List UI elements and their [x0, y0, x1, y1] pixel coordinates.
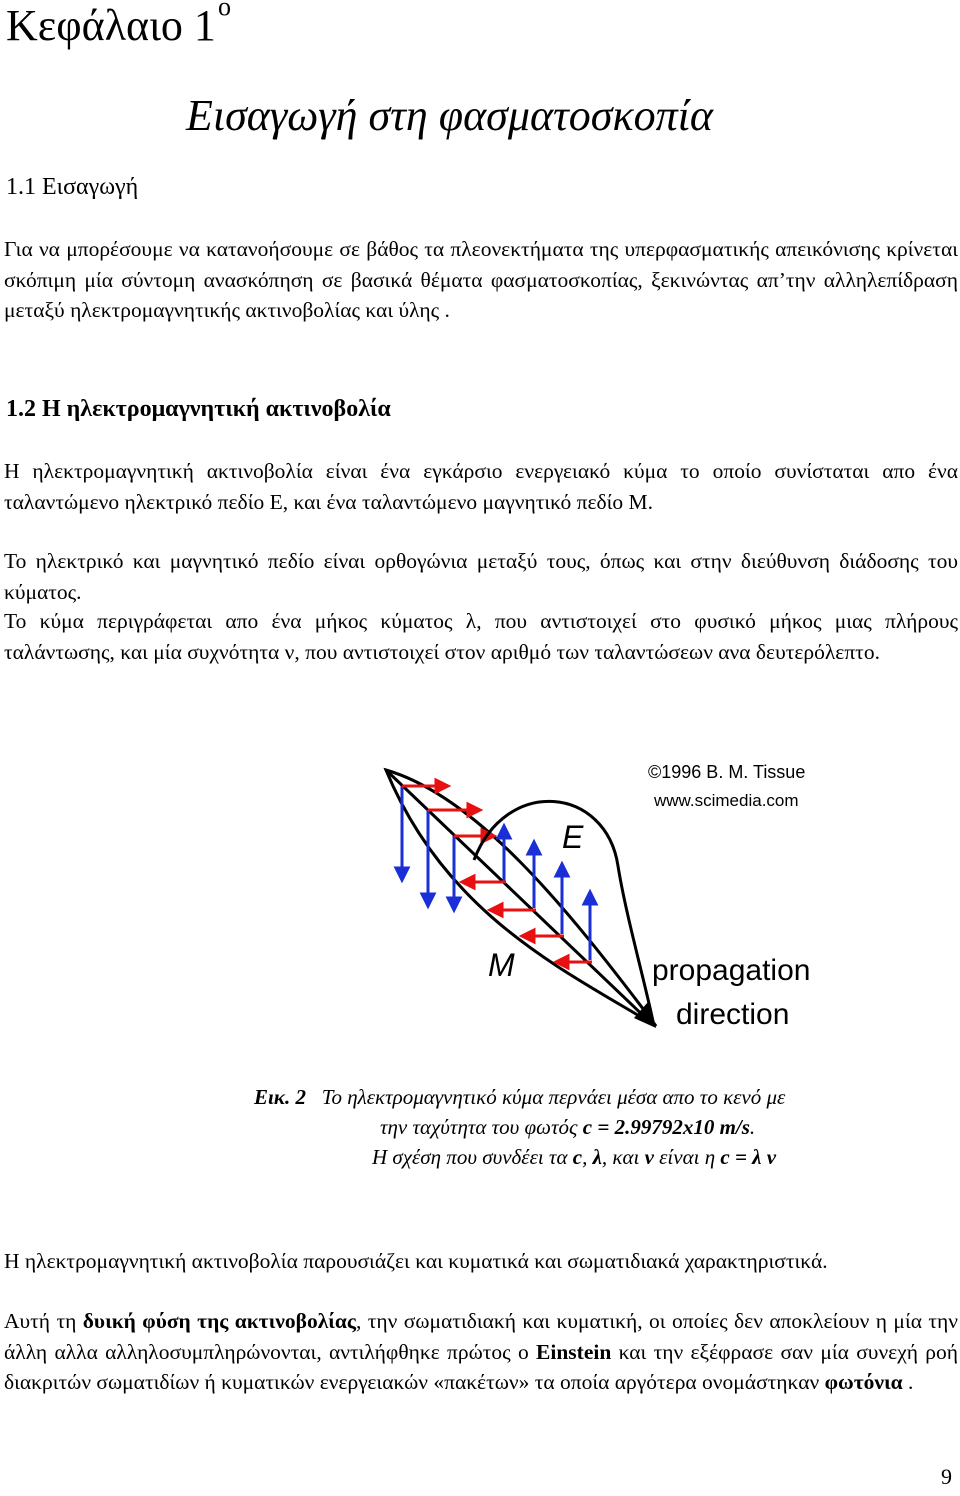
label-m: M — [488, 947, 515, 983]
figure-label: Εικ. 2 — [254, 1085, 306, 1109]
duality-text-a: Αυτή τη — [4, 1309, 83, 1333]
caption-line1-text: Το ηλεκτρομαγνητικό κύμα περνάει μέσα απο το κενό με — [321, 1085, 786, 1109]
em-wave-diagram — [356, 756, 856, 1076]
em-paragraph-2: Το ηλεκτρικό και μαγνητικό πεδίο είναι ορθογώνια μεταξύ τους, όπως και στην διεύθυνση διάδοσης του κύματος. — [4, 549, 958, 604]
symbol-lambda: λ — [592, 1145, 602, 1169]
duality-paragraph-1: Η ηλεκτρομαγνητική ακτινοβολία παρουσιάζει και κυματικά και σωματιδιακά χαρακτηριστικά. — [4, 1249, 828, 1273]
propagation-label-2: direction — [676, 998, 790, 1031]
source-url-text: www.scimedia.com — [654, 791, 799, 810]
symbol-nu: ν — [644, 1145, 654, 1169]
caption-comma-2: , και — [601, 1145, 645, 1169]
einstein-name: Einstein — [536, 1339, 612, 1364]
duality-paragraph-2 — [4, 1306, 958, 1398]
caption-line3-mid: είναι η — [653, 1145, 721, 1169]
chapter-ordinal: ο — [217, 0, 231, 21]
caption-comma-1: , — [582, 1145, 593, 1169]
dual-nature-term: δυική φύση της ακτινοβολίας — [82, 1309, 356, 1333]
copyright-text: ©1996 B. M. Tissue — [648, 762, 806, 782]
em-paragraph-1: Η ηλεκτρομαγνητική ακτινοβολία είναι ένα εγκάρσιο ενεργειακό κύμα το οποίο συνίσταται απο ένα ταλαντώμενο ηλεκτρικό πεδίο Ε, και ένα ταλαντώμενο μαγνητικό πεδίο Μ. — [4, 459, 958, 514]
chapter-label-text: Κεφάλαιο 1 — [6, 1, 216, 50]
caption-line2-pre: την ταχύτητα του φωτός — [380, 1115, 583, 1139]
formula: c = λ ν — [720, 1145, 777, 1169]
figure-caption-line3 — [372, 1142, 776, 1172]
intro-paragraph: Για να μπορέσουμε να κατανοήσουμε σε βάθος τα πλεονεκτήματα της υπερφασματικής απεικόνισης κρίνεται σκόπιμη μία σύντομη ανασκόπηση σε βασικά θέματα φασματοσκοπίας, ξεκινώντας απ’την αλληλεπίδραση μεταξύ ηλεκτρομαγνητικής ακτινοβολίας και ύλης . — [4, 237, 958, 322]
chapter-label — [6, 0, 231, 54]
caption-line3-pre: Η σχέση που συνδέει τα — [372, 1145, 573, 1169]
duality-text-b: , την σωματιδιακή και κυματική, οι οποίες δεν αποκλείουν η μία την άλλη αλλα αλληλοσυμπληρώνονται, αντιλήφθηκε πρώτος ο — [4, 1309, 958, 1364]
caption-line2-post: . — [749, 1115, 756, 1139]
speed-of-light-value: c = 2.99792x10 m/s — [582, 1115, 750, 1139]
page-number: 9 — [941, 1464, 952, 1489]
photons-term: φωτόνια — [824, 1370, 903, 1394]
chapter-title: Εισαγωγή στη φασματοσκοπία — [186, 91, 713, 140]
duality-text-c: και την εξέφρασε σαν μία συνεχή ροή διακριτών σωματιδίων ή κυματικών ενεργειακών «πακέτων» τα οποία αργότερα ονομάστηκαν — [4, 1339, 958, 1394]
figure-caption-line1 — [254, 1082, 785, 1112]
duality-text-d: . — [902, 1370, 914, 1394]
label-e: E — [562, 819, 584, 855]
em-paragraph-3: Το κύμα περιγράφεται απο ένα μήκος κύματος λ, που αντιστοιχεί στο φυσικό μήκος μιας πλήρους ταλάντωσης, και μία συχνότητα ν, που αντιστοιχεί στον αριθμό των ταλαντώσεων ανα δευτερόλεπτο. — [4, 609, 958, 664]
section-heading-em-radiation: 1.2 Η ηλεκτρομαγνητική ακτινοβολία — [6, 396, 391, 422]
em-wave-figure — [356, 756, 856, 1076]
section-heading-intro: 1.1 Εισαγωγή — [6, 174, 139, 200]
propagation-label-1: propagation — [652, 954, 811, 987]
symbol-c: c — [572, 1145, 583, 1169]
figure-caption-line2 — [380, 1112, 755, 1142]
